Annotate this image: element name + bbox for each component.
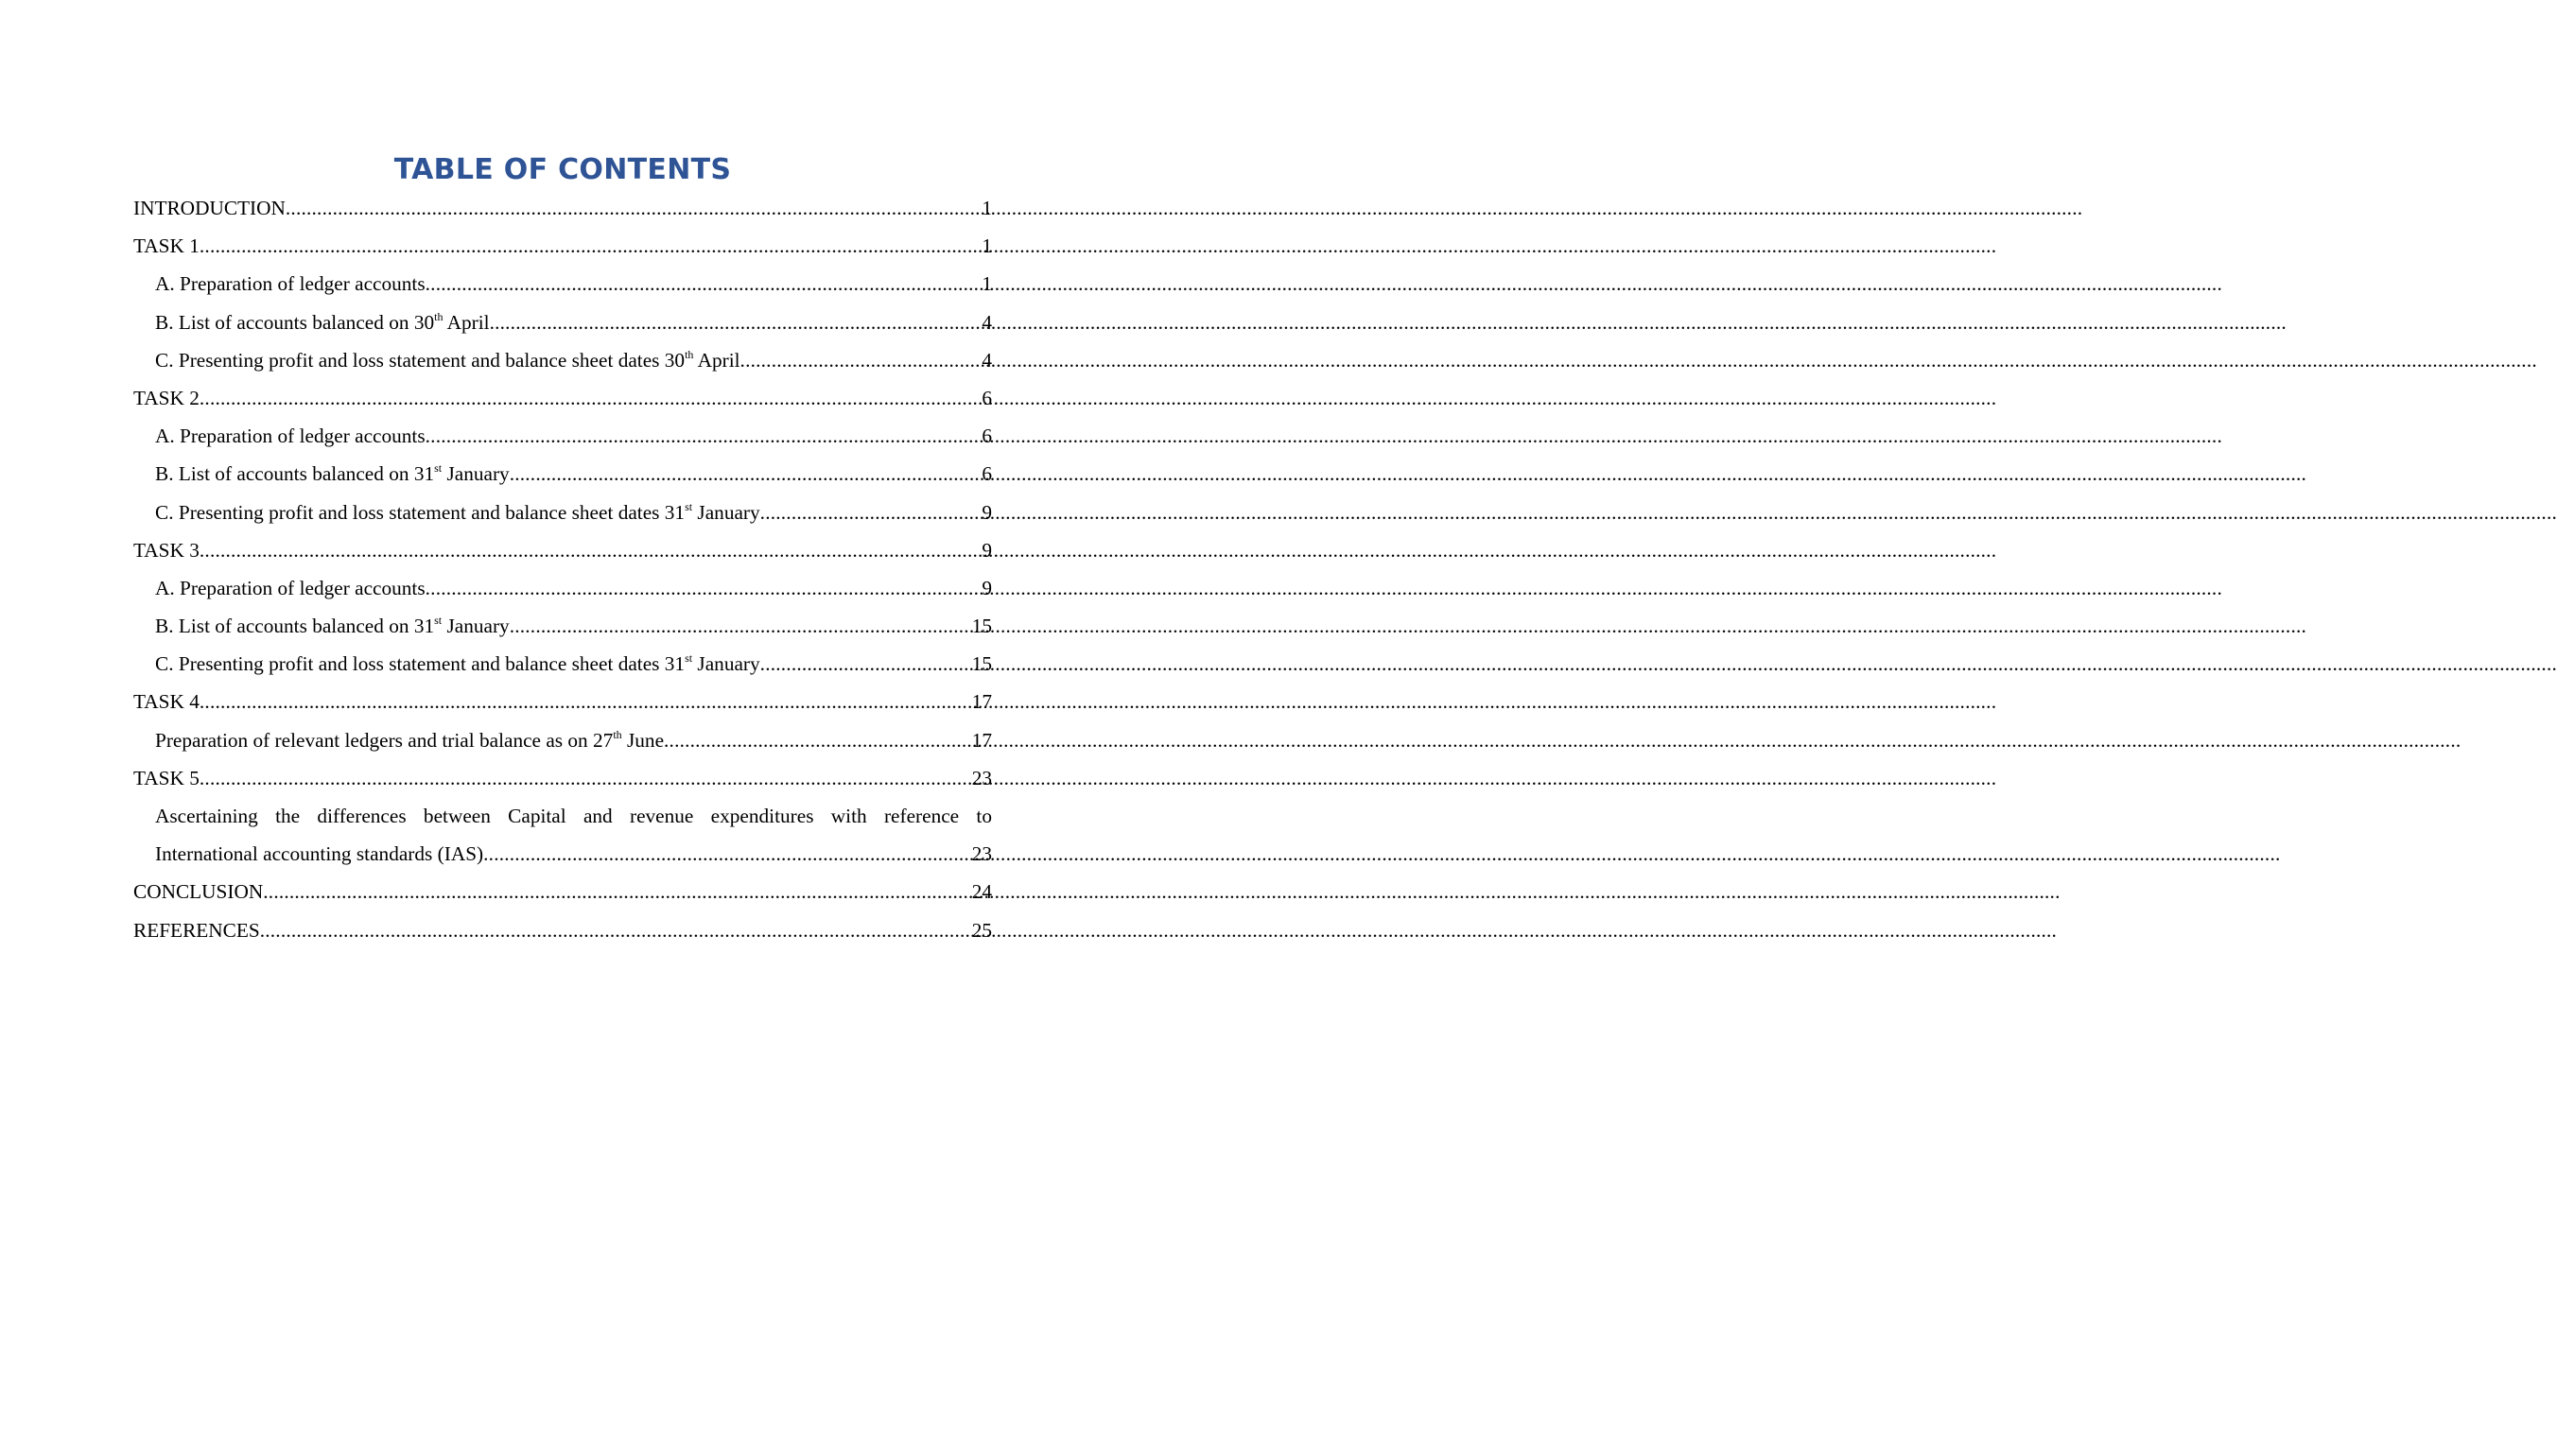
toc-entry-word: differences (317, 805, 407, 827)
toc-entry[interactable] (133, 569, 992, 607)
toc-leader-dots (200, 379, 982, 417)
toc-entry[interactable] (133, 303, 992, 341)
toc-entry-word: Ascertaining (155, 805, 258, 827)
toc-entry-label-suffix: January (692, 500, 760, 524)
toc-entry-wrapped-line1 (155, 797, 992, 835)
toc-entry-label: C. Presenting profit and loss statement and balance sheet dates 31 (155, 500, 686, 524)
toc-entry[interactable] (133, 455, 992, 493)
toc-entry-ordinal-suffix: st (434, 614, 443, 628)
toc-entry-label-suffix: June (621, 728, 665, 752)
toc-leader-dots (200, 531, 982, 569)
toc-entry[interactable] (133, 759, 992, 797)
toc-entry-label-suffix: April (693, 348, 740, 372)
toc-entry-text (155, 607, 510, 645)
toc-list-tail (133, 873, 992, 948)
toc-entry-label: B. List of accounts balanced on 31 (155, 615, 435, 638)
toc-entry-text (155, 303, 490, 341)
toc-entry-label: B. List of accounts balanced on 30 (155, 310, 435, 334)
toc-entry[interactable] (133, 189, 992, 227)
document-page (133, 151, 992, 949)
toc-entry-label: B. List of accounts balanced on 31 (155, 462, 435, 486)
toc-entry-label: TASK 4 (133, 690, 200, 714)
toc-leader-dots (286, 189, 982, 227)
toc-entry-label: TASK 2 (133, 386, 200, 409)
toc-leader-dots (490, 303, 983, 341)
toc-entry[interactable] (133, 645, 992, 683)
toc-leader-dots (200, 227, 982, 265)
toc-entry-word: reference (883, 805, 960, 827)
toc-entry-word: with (830, 805, 867, 827)
toc-page-number: 24 (971, 880, 992, 904)
toc-entry[interactable] (133, 873, 992, 910)
toc-entry-text (155, 417, 426, 455)
toc-entry[interactable] (133, 265, 992, 303)
toc-entry-wrapped-line2 (155, 835, 992, 873)
toc-entry-word: expenditures (710, 805, 814, 827)
toc-entry-label: TASK 3 (133, 538, 200, 562)
toc-leader-dots (740, 341, 983, 379)
toc-page-number: 9 (982, 500, 992, 524)
toc-page-number: 4 (982, 310, 992, 334)
toc-entry[interactable] (133, 341, 992, 379)
toc-page-number: 6 (982, 425, 992, 448)
toc-leader-dots (510, 607, 972, 645)
toc-leader-dots (760, 645, 972, 683)
toc-page-number: 6 (982, 462, 992, 486)
toc-entry[interactable] (133, 379, 992, 417)
toc-entry-word: Capital (508, 805, 566, 827)
toc-leader-dots (510, 455, 983, 493)
toc-entry-ordinal-suffix: th (613, 727, 622, 741)
toc-entry-label: INTRODUCTION (133, 197, 286, 219)
toc-entry-label-suffix: January (442, 615, 510, 638)
toc-entry-label: TASK 1 (133, 234, 200, 258)
toc-entry-label: A. Preparation of ledger accounts (155, 272, 426, 296)
toc-entry-text (133, 227, 200, 265)
toc-entry-label: REFERENCES (133, 918, 260, 942)
toc-entry-ordinal-suffix: st (685, 499, 693, 513)
toc-list (133, 189, 992, 797)
toc-entry-text (133, 873, 263, 910)
toc-leader-dots (483, 835, 972, 873)
toc-page-number: 23 (971, 766, 992, 789)
toc-page-number: 1 (982, 272, 992, 296)
toc-entry[interactable] (133, 683, 992, 720)
toc-title: TABLE OF CONTENTS (393, 153, 732, 186)
toc-entry-label: A. Preparation of ledger accounts (155, 576, 426, 599)
toc-leader-dots (760, 494, 983, 531)
toc-page-number: 6 (982, 386, 992, 409)
toc-entry-text (133, 759, 200, 797)
toc-entry[interactable] (133, 911, 992, 949)
toc-page-number: 23 (971, 842, 992, 866)
toc-leader-dots (260, 911, 972, 949)
toc-entry[interactable] (133, 531, 992, 569)
toc-leader-dots (200, 759, 972, 797)
toc-entry[interactable] (133, 607, 992, 645)
toc-entry-label: C. Presenting profit and loss statement and balance sheet dates 30 (155, 348, 686, 372)
toc-entry-label: TASK 5 (133, 766, 200, 789)
toc-leader-dots (426, 569, 983, 607)
toc-entry-text (155, 265, 426, 303)
toc-page-number: 9 (982, 576, 992, 599)
toc-entry-text (133, 911, 260, 949)
toc-leader-dots (200, 683, 972, 720)
toc-entry-word: revenue (629, 805, 694, 827)
toc-entry[interactable] (133, 721, 992, 759)
toc-page-number: 15 (971, 615, 992, 638)
toc-entry-text (133, 531, 200, 569)
toc-leader-dots (263, 873, 971, 910)
toc-page-number: 25 (971, 918, 992, 942)
toc-entry-text (155, 455, 510, 493)
toc-page-number: 1 (982, 197, 992, 219)
toc-entry-text (155, 645, 760, 683)
toc-entry-label: A. Preparation of ledger accounts (155, 425, 426, 448)
toc-leader-dots (426, 417, 983, 455)
toc-entry-text: International accounting standards (IAS) (155, 842, 484, 866)
toc-leader-dots (664, 721, 972, 759)
toc-entry-text (133, 379, 200, 417)
toc-entry-ordinal-suffix: st (685, 651, 693, 666)
toc-entry-label: Preparation of relevant ledgers and trial balance as on 27 (155, 728, 614, 752)
toc-entry-text (155, 341, 740, 379)
toc-entry-text (155, 721, 664, 759)
toc-entry-text (155, 569, 426, 607)
toc-entry-label-suffix: April (443, 310, 490, 334)
toc-entry-text (155, 494, 760, 531)
toc-page-number: 17 (971, 690, 992, 714)
toc-entry-ordinal-suffix: th (434, 309, 444, 323)
toc-entry-word: and (583, 805, 613, 827)
toc-entry-label-suffix: January (692, 652, 760, 676)
toc-entry[interactable] (133, 417, 992, 455)
toc-entry-word: between (423, 805, 491, 827)
toc-entry-label: C. Presenting profit and loss statement and balance sheet dates 31 (155, 652, 686, 676)
toc-entry-wrapped[interactable] (133, 797, 992, 873)
toc-entry-word: the (275, 805, 301, 827)
toc-entry-label-suffix: January (442, 462, 510, 486)
toc-page-number: 9 (982, 538, 992, 562)
toc-leader-dots (426, 265, 983, 303)
toc-entry-word: to (976, 805, 992, 827)
toc-entry-ordinal-suffix: th (685, 347, 694, 361)
toc-entry-text (133, 189, 286, 227)
toc-page-number: 4 (982, 348, 992, 372)
toc-entry[interactable] (133, 227, 992, 265)
toc-entry-ordinal-suffix: st (434, 461, 443, 476)
toc-page-number: 1 (982, 234, 992, 258)
toc-entry-text (133, 683, 200, 720)
toc-page-number: 15 (971, 652, 992, 676)
toc-entry[interactable] (133, 494, 992, 531)
toc-page-number: 17 (971, 728, 992, 752)
toc-entry-label: CONCLUSION (133, 880, 264, 904)
